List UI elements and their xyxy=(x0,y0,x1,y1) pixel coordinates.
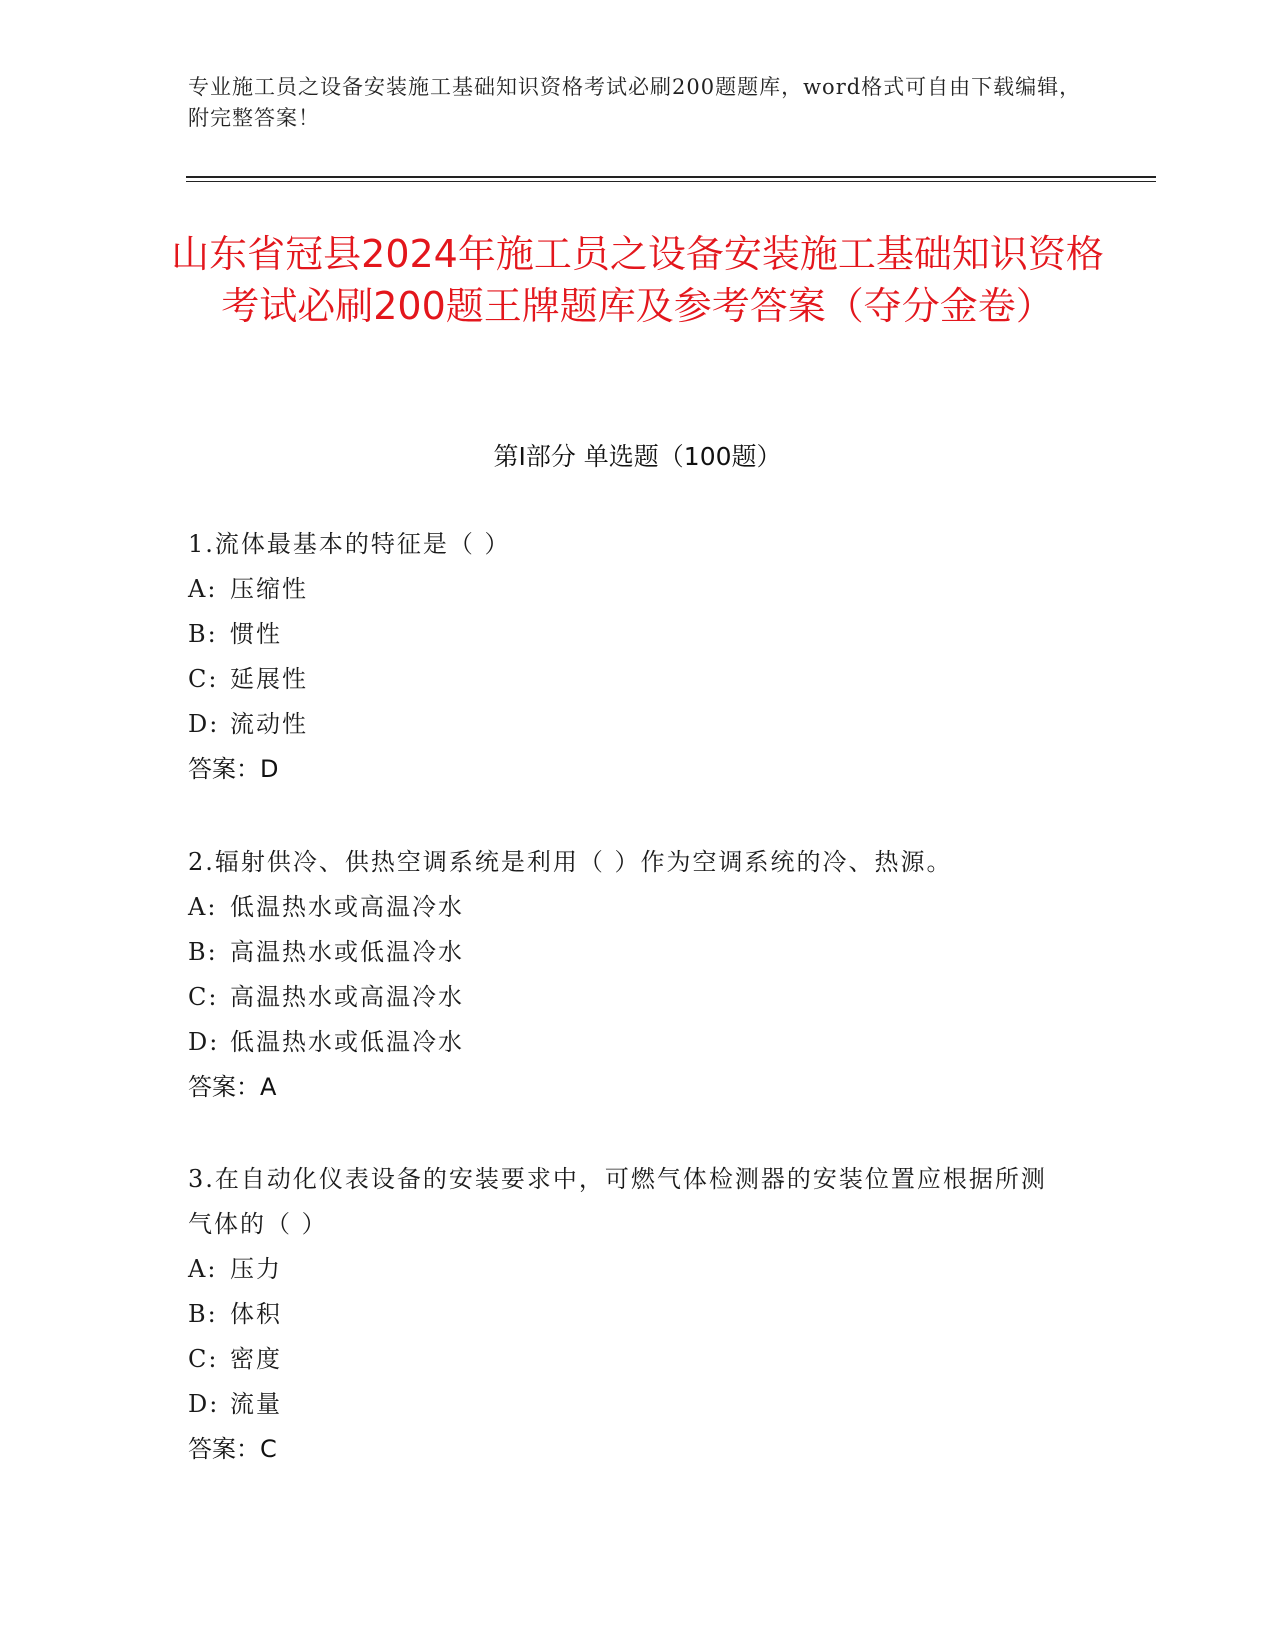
answer-line: 答案：A xyxy=(188,1073,277,1101)
option-letter: A: xyxy=(188,1255,218,1283)
question-stem: 1.流体最基本的特征是（ ） xyxy=(188,530,511,558)
section-title: 第Ⅰ部分 单选题（100题） xyxy=(493,442,782,471)
option-text: 压力 xyxy=(230,1255,282,1283)
option-d xyxy=(188,702,1068,747)
option-text: 体积 xyxy=(230,1300,282,1328)
option-letter: B: xyxy=(188,1300,218,1328)
option-b xyxy=(188,930,1068,975)
header-rule-thin xyxy=(186,181,1156,182)
option-text: 高温热水或高温冷水 xyxy=(230,983,464,1011)
option-text: 密度 xyxy=(230,1345,282,1373)
option-text: 高温热水或低温冷水 xyxy=(230,938,464,966)
option-d xyxy=(188,1020,1068,1065)
option-letter: B: xyxy=(188,938,218,966)
answer-line: 答案：D xyxy=(188,755,279,783)
option-letter: A: xyxy=(188,575,218,603)
question-stem: 2.辐射供冷、供热空调系统是利用（ ）作为空调系统的冷、热源。 xyxy=(188,848,953,876)
option-c xyxy=(188,975,1068,1020)
question-2 xyxy=(188,840,1068,1110)
option-b xyxy=(188,1292,1068,1337)
document-title: 山东省冠县2024年施工员之设备安装施工基础知识资格考试必刷200题王牌题库及参考答案（夺分金卷） xyxy=(171,232,1104,328)
option-text: 低温热水或低温冷水 xyxy=(230,1028,464,1056)
option-a xyxy=(188,567,1068,612)
option-text: 惯性 xyxy=(230,620,282,648)
option-letter: B: xyxy=(188,620,218,648)
option-text: 低温热水或高温冷水 xyxy=(230,893,464,921)
option-b xyxy=(188,612,1068,657)
header-note: 专业施工员之设备安装施工基础知识资格考试必刷200题题库，word格式可自由下载编辑，附完整答案！ xyxy=(188,75,1082,130)
question-3 xyxy=(188,1157,1068,1472)
option-c xyxy=(188,657,1068,702)
option-text: 流动性 xyxy=(230,710,308,738)
option-letter: D: xyxy=(188,1028,220,1056)
header-rule-thick xyxy=(186,176,1156,178)
option-letter: C: xyxy=(188,1345,219,1373)
option-letter: D: xyxy=(188,1390,220,1418)
question-1 xyxy=(188,522,1068,792)
option-text: 压缩性 xyxy=(230,575,308,603)
option-letter: C: xyxy=(188,983,219,1011)
answer-line: 答案：C xyxy=(188,1435,277,1463)
option-letter: C: xyxy=(188,665,219,693)
option-c xyxy=(188,1337,1068,1382)
option-letter: A: xyxy=(188,893,218,921)
option-text: 延展性 xyxy=(230,665,308,693)
option-a xyxy=(188,1247,1068,1292)
option-letter: D: xyxy=(188,710,220,738)
question-stem: 3.在自动化仪表设备的安装要求中，可燃气体检测器的安装位置应根据所测气体的（ ） xyxy=(188,1165,1047,1238)
option-text: 流量 xyxy=(230,1390,282,1418)
option-a xyxy=(188,885,1068,930)
option-d xyxy=(188,1382,1068,1427)
